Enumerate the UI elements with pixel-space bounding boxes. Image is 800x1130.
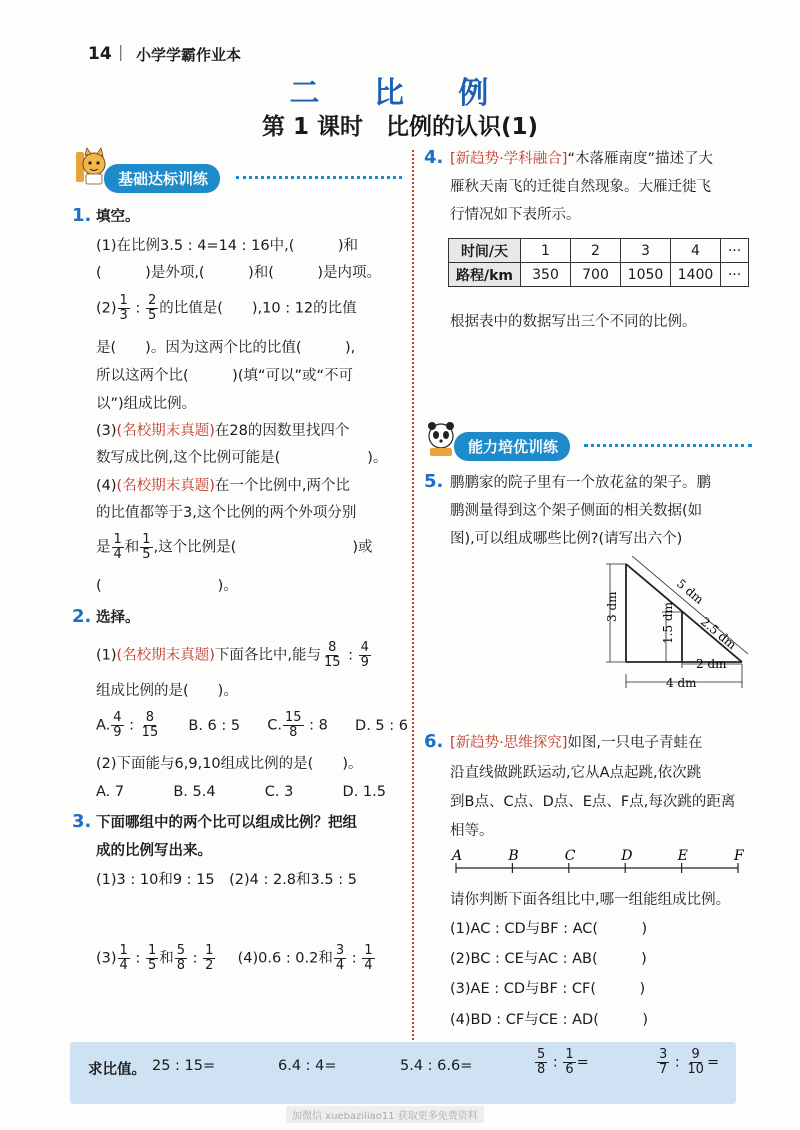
q1-p2-line2: 是( )。因为这两个比的比值( ),: [96, 340, 356, 356]
table-cell: 1050: [621, 263, 671, 287]
table-cell: 1: [521, 239, 571, 263]
panda-mascot-icon: [424, 418, 458, 462]
migration-table: [448, 238, 749, 287]
section-basic-badge: 基础达标训练: [104, 164, 220, 193]
table-cell: 1400: [671, 263, 721, 287]
q2-title: 选择。: [96, 610, 140, 626]
table-cell: 350: [521, 263, 571, 287]
q3-number: 3.: [72, 811, 92, 832]
dim-label: 3 dm: [605, 591, 619, 622]
q5-line1: 鹏鹏家的院子里有一个放花盆的架子。鹏: [450, 475, 711, 491]
exam-tag: (名校期末真题): [116, 647, 215, 664]
q6-item: (4)BD : CF与CE : AD( ): [450, 1012, 649, 1028]
table-row: [449, 263, 749, 287]
option-c: C. $\frac{15}{8}$ : 8: [267, 710, 328, 740]
section-advanced-badge: 能力培优训练: [454, 432, 570, 461]
q1-p2-line1: (2) $\frac{1}{3}$ : $\frac{2}{5}$ 的比值是( ),10 : 12的比值: [96, 293, 357, 323]
q1-p3-line2: 数写成比例,这个比例可能是( )。: [96, 450, 388, 466]
option-c: C. 3: [264, 784, 294, 800]
trend-tag: [新趋势·思维探究]: [450, 735, 568, 751]
q1-p4-line4: ( )。: [96, 578, 238, 594]
q6-item: (1)AC : CD与BF : AC( ): [450, 921, 648, 937]
q3-title-line2: 成的比例写出来。: [96, 843, 212, 859]
option-a: A. $\frac{4}{9}$ : $\frac{8}{15}$: [96, 710, 159, 740]
fraction: $\frac{2}{5}$: [147, 293, 157, 323]
q1-p2-line3: 所以这两个比( )(填“可以”或“不可: [96, 368, 354, 384]
watermark: 加微信 xuebaziliao11 获取更多免费资料: [286, 1106, 484, 1123]
book-title: 小学学霸作业本: [136, 46, 242, 64]
q2-p2-options: [96, 782, 386, 802]
dim-label: 2.5 dm: [697, 614, 740, 653]
q6-line4: 相等。: [450, 823, 494, 839]
point-label: A: [452, 848, 463, 864]
q6-ask: 请你判断下面各组比中,哪一组能组成比例。: [450, 892, 731, 908]
table-cell: ···: [721, 263, 749, 287]
q1-title: 填空。: [96, 209, 140, 225]
exam-tag: (名校期末真题): [116, 423, 215, 439]
table-cell: 路程/km: [449, 263, 521, 287]
exam-tag: (名校期末真题): [116, 478, 215, 494]
q6-number: 6.: [424, 731, 444, 752]
page-number: 14: [88, 44, 112, 64]
trend-tag: [新趋势·学科融合]: [450, 151, 568, 167]
table-cell: ···: [721, 239, 749, 263]
option-d: D. 5 : 6: [355, 717, 408, 734]
q2-p1-line2: 组成比例的是( )。: [96, 683, 238, 699]
q5-number: 5.: [424, 471, 444, 492]
q4-after: 根据表中的数据写出三个不同的比例。: [450, 314, 697, 330]
q4-line1: [新趋势·学科融合]“木落雁南度”描述了大: [450, 151, 713, 167]
q5-line3: 图),可以组成哪些比例?(请写出六个): [450, 531, 683, 547]
q3-items-line1: (1)3 : 10和9 : 15 (2)4 : 2.8和3.5 : 5: [96, 872, 357, 888]
q1-p4-line3: 是 $\frac{1}{4}$ 和 $\frac{1}{5}$ ,这个比例是( )或: [96, 532, 373, 562]
q1-p2-line4: 以”)组成比例。: [96, 396, 197, 412]
point-label: B: [508, 848, 519, 864]
q3-items-line2: (3) $\frac{1}{4}$ : $\frac{1}{5}$ 和 $\frac{5}{8}$ : $\frac{1}{2}$ (4)0.6 : 0.2和 $\frac{3}{4}$ : $\frac{1}{4}$: [96, 943, 373, 973]
header-separator: |: [118, 42, 124, 61]
q6-line1: [新趋势·思维探究]如图,一只电子青蛙在: [450, 735, 703, 751]
dim-label: 1.5 dm: [661, 602, 675, 644]
q6-item: (3)AE : CD与BF : CF( ): [450, 981, 646, 997]
q1-p4-line1: (4)(名校期末真题)在一个比例中,两个比: [96, 478, 350, 494]
practice-item: $\frac{5}{8}$ : $\frac{1}{6}$ =: [537, 1047, 589, 1077]
q4-line2: 雁秋天南飞的迁徙自然现象。大雁迁徙飞: [450, 179, 711, 195]
q6-item: (2)BC : CE与AC : AB( ): [450, 951, 647, 967]
q2-p2: (2)下面能与6,9,10组成比例的是( )。: [96, 756, 363, 772]
number-line: [446, 848, 756, 884]
table-cell: 2: [571, 239, 621, 263]
option-b: B. 6 : 5: [188, 717, 241, 734]
q1-p1-line1: (1)在比例3.5 : 4=14 : 16中,( )和: [96, 238, 359, 254]
option-b: B. 5.4: [173, 784, 216, 800]
fraction: $\frac{1}{5}$: [142, 532, 151, 562]
q6-line3: 到B点、C点、D点、E点、F点,每次跳的距离: [450, 794, 736, 810]
cat-mascot-icon: [72, 146, 106, 190]
point-label: C: [564, 848, 576, 864]
practice-item: $\frac{3}{7}$ : $\frac{9}{10}$ =: [659, 1047, 720, 1077]
q1-number: 1.: [72, 205, 92, 226]
dim-label: 2 dm: [696, 657, 727, 671]
dim-label: 5 dm: [673, 576, 707, 607]
dim-label: 4 dm: [666, 676, 697, 690]
column-divider: [412, 150, 414, 1040]
section-dots: [236, 176, 402, 179]
q1-p1-line2: ( )是外项,( )和( )是内项。: [96, 265, 382, 281]
q6-line2: 沿直线做跳跃运动,它从A点起跳,依次跳: [450, 765, 702, 781]
section-dots: [584, 444, 752, 447]
table-cell: 时间/天: [449, 239, 521, 263]
q4-number: 4.: [424, 147, 444, 168]
chapter-title: 二 比 例: [289, 76, 511, 111]
fraction: $\frac{1}{3}$: [119, 293, 128, 323]
practice-item: 5.4 : 6.6=: [400, 1058, 473, 1074]
q1-p4-line2: 的比值都等于3,这个比例的两个外项分别: [96, 505, 357, 521]
fraction: $\frac{1}{4}$: [113, 532, 122, 562]
practice-label: 求比值。: [88, 1062, 146, 1078]
shelf-diagram: [596, 554, 756, 694]
table-cell: 700: [571, 263, 621, 287]
practice-item: 25 : 15=: [152, 1058, 216, 1074]
point-label: D: [621, 848, 633, 864]
q3-title-line1: 下面哪组中的两个比可以组成比例？把组: [96, 815, 357, 831]
q4-line3: 行情况如下表所示。: [450, 207, 581, 223]
fraction: $\frac{8}{15}$: [323, 640, 341, 670]
table-row: [449, 239, 749, 263]
option-d: D. 1.5: [342, 784, 386, 800]
table-cell: 3: [621, 239, 671, 263]
q1-p3-line1: (3)(名校期末真题)在28的因数里找四个: [96, 423, 350, 439]
point-label: E: [677, 848, 688, 864]
q5-line2: 鹏测量得到这个架子侧面的相关数据(如: [450, 503, 703, 519]
q2-number: 2.: [72, 606, 92, 627]
fraction: $\frac{4}{9}$: [360, 640, 369, 670]
table-cell: 4: [671, 239, 721, 263]
lesson-title: 第 1 课时 比例的认识(1): [261, 114, 539, 140]
option-a: A. 7: [96, 784, 125, 800]
q2-p1-line1: (1)(名校期末真题)下面各比中,能与 $\frac{8}{15}$ : $\frac{4}{9}$: [96, 640, 369, 670]
practice-item: 6.4 : 4=: [278, 1058, 337, 1074]
point-label: F: [734, 848, 744, 864]
q2-p1-options: [96, 711, 408, 740]
